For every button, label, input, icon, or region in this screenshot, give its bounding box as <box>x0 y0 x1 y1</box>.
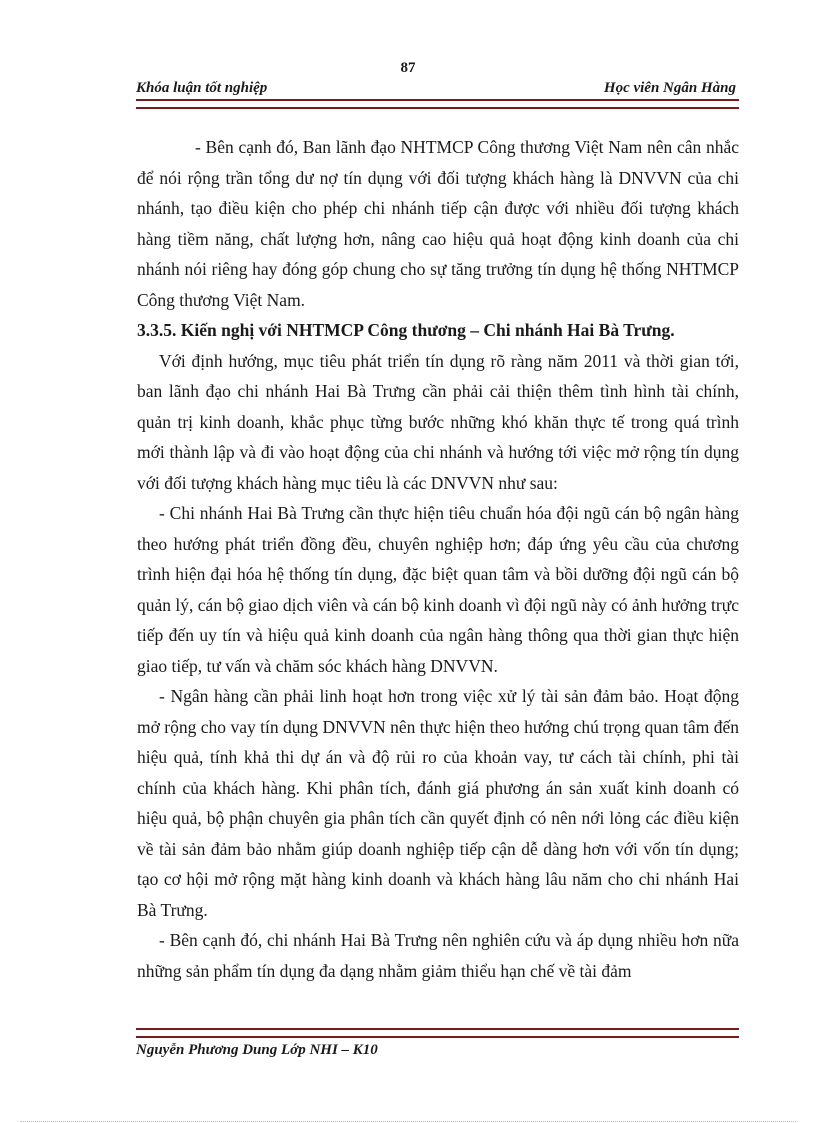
paragraph-2: Với định hướng, mục tiêu phát triển tín dụng rõ ràng năm 2011 và thời gian tới, ban lãnh đạo chi nhánh Hai Bà Trưng cần phải cải thiện thêm tình hình tài chính, quản trị kinh doanh, khắc phục từng bước những khó khăn thực tế trong quá trình mới thành lập và đi vào hoạt động của chi nhánh và hướng tới việc mở rộng tín dụng với đối tượng khách hàng mục tiêu là các DNVVN như sau: <box>137 350 739 493</box>
header-thesis-title: Khóa luận tốt nghiệp <box>136 80 268 96</box>
footer-author: Nguyễn Phương Dung Lớp NHI – K10 <box>136 1042 378 1058</box>
paragraph-1: - Bên cạnh đó, Ban lãnh đạo NHTMCP Công thương Việt Nam nên cân nhắc để nói rộng trần tổng dư nợ tín dụng với đối tượng khách hàng là DNVVN của chi nhánh, tạo điều kiện cho phép chi nhánh tiếp cận được với nhiều đối tượng khách hàng tiềm năng, chất lượng hơn, nâng cao hiệu quả hoạt động kinh doanh của chi nhánh nói riêng hay đóng góp chung cho sự tăng trưởng tín dụng hệ thống NHTMCP Công thương Việt Nam. <box>137 137 739 310</box>
paragraph-3: - Chi nhánh Hai Bà Trưng cần thực hiện tiêu chuẩn hóa đội ngũ cán bộ ngân hàng theo hướng phát triển đồng đều, chuyên nghiệp hơn; đáp ứng yêu cầu của chương trình hiện đại hóa hệ thống tín dụng, đặc biệt quan tâm và bồi dưỡng đội ngũ cán bộ quản lý, cán bộ giao dịch viên và cán bộ kinh doanh vì đội ngũ này có ảnh hưởng trực tiếp đến uy tín và hiệu quả kinh doanh của ngân hàng thông qua thời gian thực hiện giao tiếp, tư vấn và chăm sóc khách hàng DNVVN. <box>137 503 739 676</box>
header-institution: Học viên Ngân Hàng <box>603 80 736 96</box>
paragraph-4: - Ngân hàng cần phải linh hoạt hơn trong việc xử lý tài sản đảm bảo. Hoạt động mở rộng cho vay tín dụng DNVVN nên thực hiện theo hướng chú trọng quan tâm đến hiệu quả, tính khả thi dự án và độ rủi ro của khoản vay, tư cách tài chính, phi tài chính của khách hàng. Khi phân tích, đánh giá phương án sản xuất kinh doanh có hiệu quả, bộ phận chuyên gia phân tích cần quyết định có nên nới lỏng các điều kiện về tài sản đảm bảo nhằm giúp doanh nghiệp tiếp cận dễ dàng hơn với vốn tín dụng; tạo cơ hội mở rộng mặt hàng kinh doanh và khách hàng lâu năm cho chi nhánh Hai Bà Trưng. <box>137 686 739 920</box>
footer-rule <box>136 1028 739 1038</box>
paragraph-5: - Bên cạnh đó, chi nhánh Hai Bà Trưng nên nghiên cứu và áp dụng nhiều hơn nữa những sản phẩm tín dụng đa dạng nhằm giảm thiểu hạn chế về tài đảm <box>137 930 739 981</box>
page-number: 87 <box>400 60 416 76</box>
section-heading: 3.3.5. Kiến nghị với NHTMCP Công thương – Chi nhánh Hai Bà Trưng. <box>137 320 675 340</box>
body-text <box>137 132 739 986</box>
header-rule <box>136 99 739 109</box>
page-edge-divider <box>20 1121 796 1122</box>
